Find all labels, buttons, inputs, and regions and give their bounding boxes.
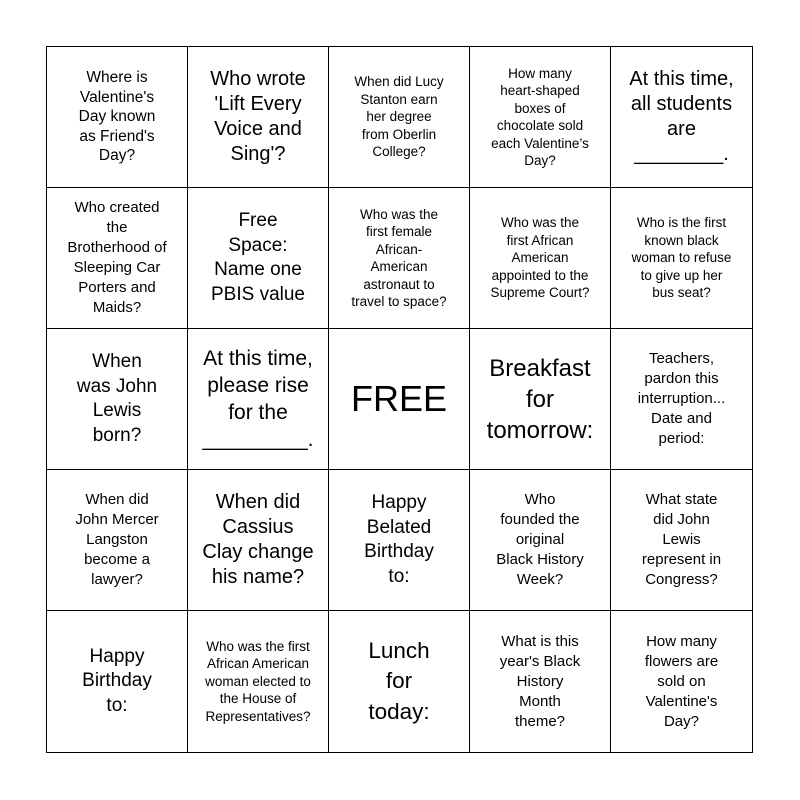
bingo-cell[interactable]	[47, 470, 188, 611]
free-space[interactable]	[329, 329, 470, 470]
bingo-cell[interactable]	[329, 47, 470, 188]
cell-text: Who wrote 'Lift Every Voice and Sing'?	[210, 68, 306, 165]
bingo-cell[interactable]	[470, 188, 611, 329]
cell-text: How many heart-shaped boxes of chocolate sold each Valentine’s Day?	[491, 65, 589, 168]
cell-text: When did Cassius Clay change his name?	[202, 491, 314, 588]
cell-text: What state did John Lewis represent in Congress?	[641, 491, 722, 588]
bingo-cell[interactable]	[329, 611, 470, 752]
cell-text: Who founded the original Black History Week?	[496, 491, 584, 588]
bingo-cell[interactable]	[470, 611, 611, 752]
cell-text: Teachers, pardon this interruption... Date and period:	[637, 350, 726, 447]
bingo-cell[interactable]	[188, 188, 329, 329]
cell-text: Who is the first known black woman to refuse to give up her bus seat?	[631, 215, 732, 301]
cell-text: Happy Belated Birthday to:	[364, 492, 434, 587]
bingo-cell[interactable]	[188, 470, 329, 611]
cell-text: Who created the Brotherhood of Sleeping Car Porters and Maids?	[67, 199, 167, 316]
cell-text: Happy Birthday to:	[82, 645, 152, 716]
bingo-cell[interactable]	[47, 47, 188, 188]
bingo-cell[interactable]	[47, 611, 188, 752]
cell-text: At this time, please rise for the _________.	[202, 347, 314, 451]
bingo-cell[interactable]	[329, 188, 470, 329]
cell-text: When did John Mercer Langston become a lawyer?	[75, 491, 159, 588]
cell-text: Who was the first African American appointed to the Supreme Court?	[490, 215, 590, 301]
bingo-cell[interactable]	[611, 188, 752, 329]
bingo-cell[interactable]	[47, 329, 188, 470]
bingo-cell[interactable]	[470, 329, 611, 470]
cell-text: When was John Lewis born?	[76, 351, 158, 446]
cell-text: Who was the first female African- American astronaut to travel to space?	[351, 206, 447, 309]
bingo-cell[interactable]	[188, 329, 329, 470]
free-text: FREE	[350, 378, 447, 419]
bingo-cell[interactable]	[329, 470, 470, 611]
bingo-cell[interactable]	[611, 611, 752, 752]
cell-text: Breakfast for tomorrow:	[486, 354, 594, 444]
cell-text: Lunch for today:	[368, 637, 430, 724]
bingo-board	[46, 46, 753, 753]
cell-text: Free Space: Name one PBIS value	[211, 210, 305, 305]
bingo-cell[interactable]	[611, 47, 752, 188]
bingo-cell[interactable]	[188, 611, 329, 752]
bingo-cell[interactable]	[611, 329, 752, 470]
bingo-cell[interactable]	[470, 470, 611, 611]
cell-text: How many flowers are sold on Valentine's Day?	[644, 632, 719, 730]
cell-text: When did Lucy Stanton earn her degree from Oberlin College?	[354, 74, 444, 160]
cell-text: Where is Valentine's Day known as Friend's Day?	[78, 69, 156, 165]
bingo-cell[interactable]	[47, 188, 188, 329]
cell-text: At this time, all students are ________.	[629, 68, 734, 165]
cell-text: What is this year's Black History Month theme?	[499, 632, 581, 730]
bingo-cell[interactable]	[470, 47, 611, 188]
cell-text: Who was the first African American woman elected to the House of Representatives?	[205, 638, 311, 724]
bingo-cell[interactable]	[611, 470, 752, 611]
bingo-cell[interactable]	[188, 47, 329, 188]
